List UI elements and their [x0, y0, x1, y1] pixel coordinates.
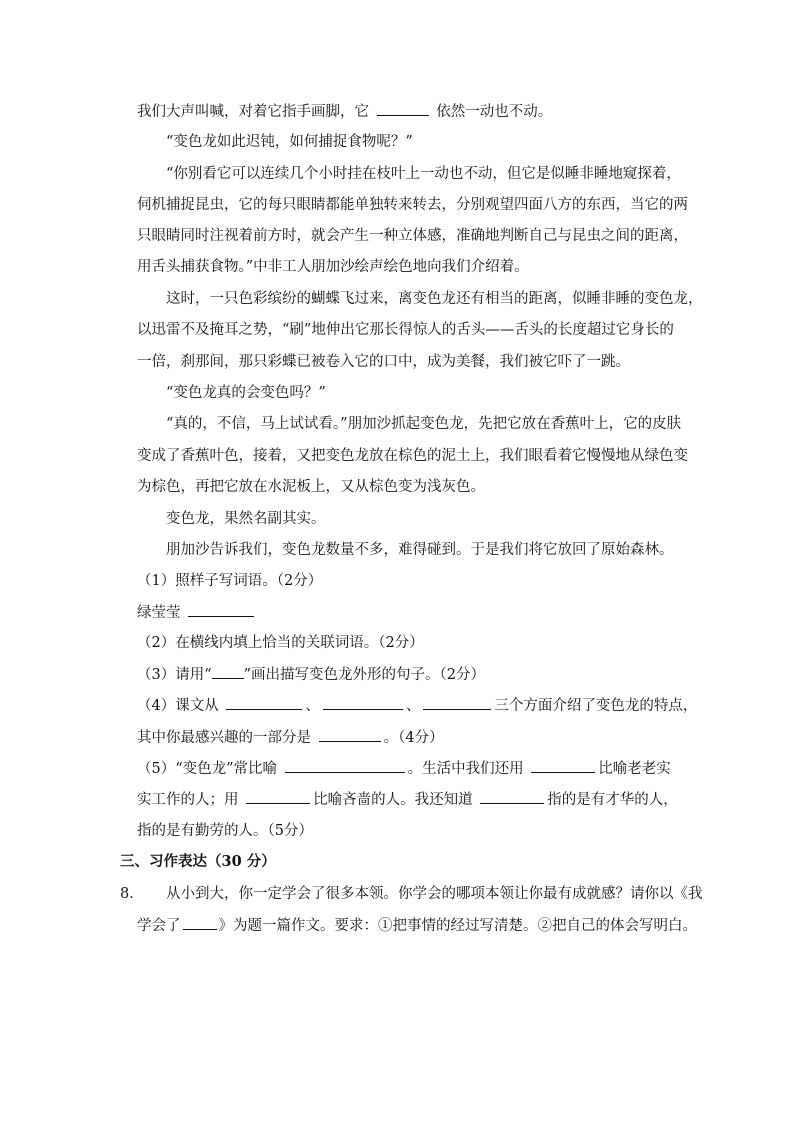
answer-blank[interactable] — [246, 789, 310, 804]
question-text: 比喻吝啬的人。我还知道 — [313, 792, 473, 808]
essay-prompt-text: 学会了 — [137, 918, 181, 934]
example-word: 绿莹莹 — [137, 605, 181, 621]
question-4-cont — [137, 727, 444, 748]
question-5-end: 指的是有勤劳的人。（5分） — [137, 823, 313, 839]
question-text: 。生活中我们还用 — [407, 761, 524, 777]
passage-line: 变色龙，果然名副其实。 — [166, 511, 326, 527]
answer-blank[interactable] — [377, 101, 429, 116]
passage-line: 变成了香蕉叶色，接着，又把变色龙放在棕色的泥土上，我们眼看着它慢慢地从绿色变 — [137, 448, 688, 464]
answer-blank[interactable] — [188, 602, 254, 617]
passage-line: 用舌头捕获食物。”中非工人朋加沙绘声绘色地向我们介绍着。 — [137, 259, 529, 275]
answer-blank[interactable] — [480, 789, 544, 804]
question-text: （5）“变色龙”常比喻 — [137, 761, 278, 777]
passage-line: 这时，一只色彩缤纷的蝴蝶飞过来，离变色龙还有相当的距离，似睡非睡的变色龙， — [166, 291, 703, 307]
passage-line: 伺机捕捉昆虫，它的每只眼睛都能单独转来转去，分别观望四面八方的东西，当它的两 — [137, 197, 688, 213]
passage-text: 我们大声叫喊，对着它指手画脚，它 — [137, 104, 369, 120]
question-5-cont — [137, 789, 678, 810]
question-text: （4）课文从 — [137, 698, 219, 714]
question-3 — [137, 664, 485, 685]
passage-line: “变色龙如此迟钝，如何捕捉食物呢？” — [166, 134, 413, 150]
question-text: 三个方面介绍了变色龙的特点， — [494, 698, 698, 714]
title-blank[interactable] — [183, 915, 217, 930]
section-heading: 三、习作表达（30 分） — [120, 853, 276, 870]
passage-line — [137, 101, 552, 122]
question-1: （1）照样子写词语。（2分） — [137, 573, 323, 589]
answer-blank[interactable] — [226, 695, 302, 710]
passage-line: “变色龙真的会变色吗？” — [166, 385, 326, 401]
question-4 — [137, 695, 697, 716]
question-text: （3）请用“ — [137, 667, 212, 683]
essay-prompt-line: 从小到大，你一定学会了很多本领。你学会的哪项本领让你最有成就感？请你以《我 — [166, 886, 703, 902]
question-1-example — [137, 602, 257, 623]
passage-line: 只眼睛同时注视着前方时，就会产生一种立体感，准确地判断自己与昆虫之间的距离， — [137, 228, 688, 244]
passage-line: “你别看它可以连续几个小时挂在枝叶上一动也不动，但它是似睡非睡地窥探着， — [166, 166, 681, 182]
question-text: 指的是有才华的人， — [547, 792, 678, 808]
passage-line: “真的，不信，马上试试看。”朋加沙抓起变色龙，先把它放在香蕉叶上，它的皮肤 — [166, 416, 682, 432]
answer-blank[interactable] — [319, 727, 381, 742]
question-text: 比喻老老实 — [598, 761, 671, 777]
passage-line: 以迅雷不及掩耳之势，“刷”地伸出它那长得惊人的舌头——舌头的长度超过它身长的 — [137, 322, 674, 338]
answer-blank[interactable] — [531, 758, 595, 773]
passage-text: 依然一动也不动。 — [436, 104, 553, 120]
passage-line: 一倍，刹那间，那只彩蝶已被卷入它的口中，成为美餐，我们被它吓了一跳。 — [137, 354, 630, 370]
answer-blank[interactable] — [423, 695, 491, 710]
answer-blank[interactable] — [323, 695, 403, 710]
question-text: 实工作的人；用 — [137, 792, 239, 808]
question-text: ”画出描写变色龙外形的句子。（2分） — [243, 667, 486, 683]
separator: 、 — [405, 698, 421, 714]
passage-line: 朋加沙告诉我们，变色龙数量不多，难得碰到。于是我们将它放回了原始森林。 — [166, 542, 674, 558]
question-5 — [137, 758, 671, 779]
essay-prompt-line — [137, 915, 697, 936]
separator: 、 — [305, 698, 320, 714]
underline-sample — [212, 664, 244, 679]
answer-blank[interactable] — [285, 758, 405, 773]
question-2: （2）在横线内填上恰当的关联词语。（2分） — [137, 635, 424, 651]
passage-line: 为棕色，再把它放在水泥板上，又从棕色变为浅灰色。 — [137, 479, 485, 495]
essay-prompt-text: 》为题一篇作文。要求：①把事情的经过写清楚。②把自己的体会写明白。 — [218, 918, 697, 934]
question-number: 8． — [120, 886, 144, 902]
question-text: 其中你最感兴趣的一部分是 — [137, 730, 311, 746]
question-text: 。（4分） — [383, 730, 444, 746]
